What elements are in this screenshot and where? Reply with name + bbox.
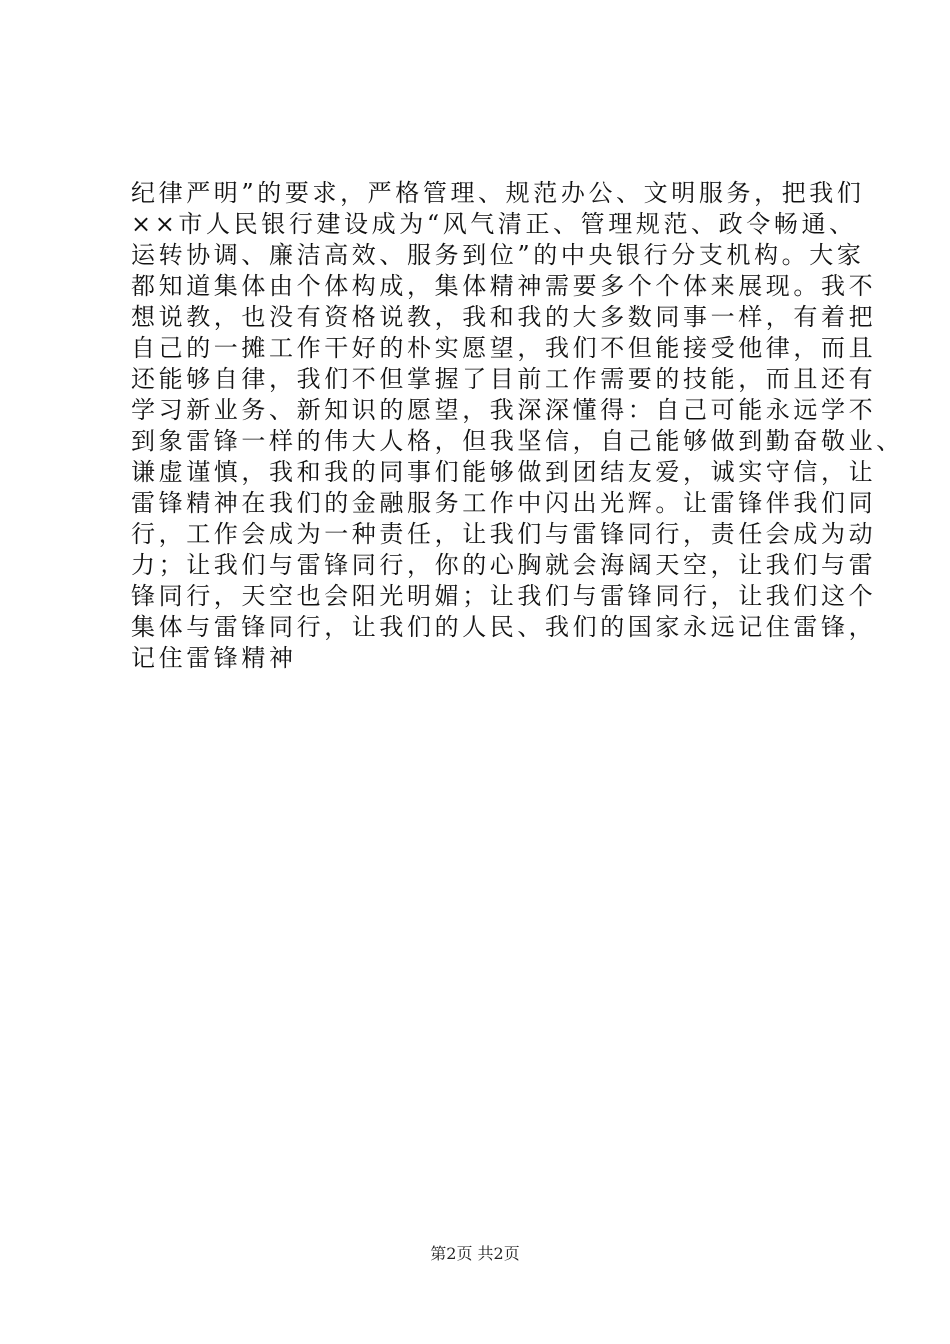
text-line: 运转协调、廉洁高效、服务到位”的中央银行分支机构。大家 [131,241,865,269]
text-line: 行，工作会成为一种责任，让我们与雷锋同行，责任会成为动 [131,520,877,548]
text-line: 纪律严明”的要求，严格管理、规范办公、文明服务，把我们 [131,179,865,207]
text-line: 锋同行，天空也会阳光明媚；让我们与雷锋同行，让我们这个 [131,582,877,610]
text-line: 到象雷锋一样的伟大人格，但我坚信，自己能够做到勤奋敬业、 [131,427,904,455]
text-line: 都知道集体由个体构成，集体精神需要多个个体来展现。我不 [131,272,877,300]
page-number-footer: 第2页 共2页 [430,1244,520,1263]
body-text [131,178,904,674]
text-line: 记住雷锋精神 [131,644,297,672]
text-line: 雷锋精神在我们的金融服务工作中闪出光辉。让雷锋伴我们同 [131,489,877,517]
text-line: 自己的一摊工作干好的朴实愿望，我们不但能接受他律，而且 [131,334,877,362]
text-line: 谦虚谨慎，我和我的同事们能够做到团结友爱，诚实守信，让 [131,458,877,486]
text-line: 力；让我们与雷锋同行，你的心胸就会海阔天空，让我们与雷 [131,551,877,579]
text-line: 还能够自律，我们不但掌握了目前工作需要的技能，而且还有 [131,365,877,393]
text-line: 想说教，也没有资格说教，我和我的大多数同事一样，有着把 [131,303,877,331]
text-line: 学习新业务、新知识的愿望，我深深懂得：自己可能永远学不 [131,396,877,424]
text-line: ××市人民银行建设成为“风气清正、管理规范、政令畅通、 [131,210,857,238]
text-line: 集体与雷锋同行，让我们的人民、我们的国家永远记住雷锋， [131,613,877,641]
